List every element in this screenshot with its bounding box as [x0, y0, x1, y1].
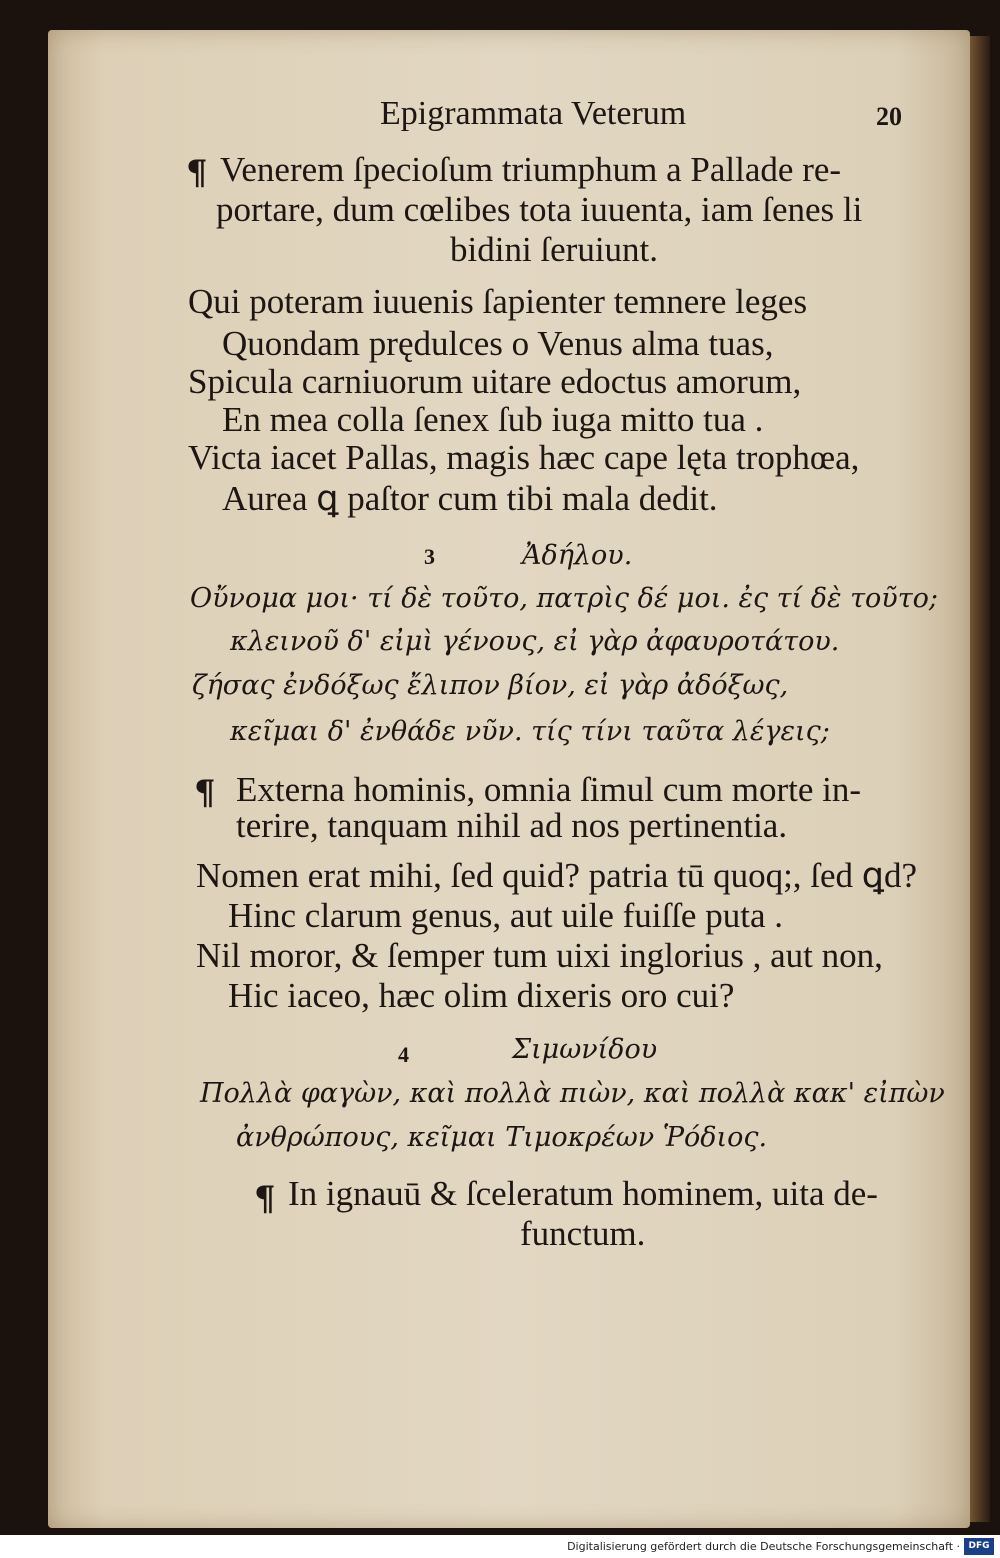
epigram-number: 4 — [398, 1042, 409, 1067]
folio-number: 20 — [876, 102, 902, 131]
greek-line: κεῖμαι δ' ἐνθάδε νῦν. τίς τίνι ταῦτα λέγεις; — [230, 716, 830, 747]
verse-line: Spicula carniuorum uitare edoctus amorum, — [188, 362, 802, 401]
argument-line: portare, dum cœlibes tota iuuenta, iam ſenes li — [216, 190, 863, 229]
funding-credit: Digitalisierung gefördert durch die Deutsche Forschungsgemeinschaft · — [567, 1540, 960, 1553]
dfg-logo: DFG — [964, 1538, 994, 1555]
argument-line: functum. — [520, 1214, 646, 1253]
greek-title: Ἀδήλου. — [522, 540, 633, 571]
argument-line: In ignauū & ſceleratum hominem, uita de- — [288, 1174, 878, 1213]
digitization-footer — [0, 1535, 1000, 1558]
verse-line: Qui poteram iuuenis ſapienter temnere leges — [188, 282, 808, 321]
greek-line: Οὔνομα μοι· τί δὲ τοῦτο, πατρὶς δέ μοι. ἐς τί δὲ τοῦτο; — [190, 583, 939, 614]
argument-line: Externa hominis, omnia ſimul cum morte in- — [236, 770, 862, 809]
verse-line: Aurea ꝗ paſtor cum tibi mala dedit. — [222, 479, 718, 518]
argument-line: Venerem ſpecioſum triumphum a Pallade re- — [220, 150, 842, 189]
argument-line: bidini ſeruiunt. — [450, 230, 659, 269]
greek-line: ζήσας ἐνδόξως ἔλιπον βίον, εἰ γὰρ ἀδόξως, — [192, 670, 789, 701]
pilcrow-mark: ¶ — [186, 153, 208, 193]
verse-line: Hic iaceo, hæc olim dixeris oro cui? — [228, 976, 735, 1015]
greek-line: ἀνθρώπους, κεῖμαι Τιμοκρέων Ῥόδιος. — [236, 1122, 768, 1153]
verse-line: Victa iacet Pallas, magis hæc cape lęta trophœa, — [188, 438, 860, 477]
page-fore-edge — [968, 36, 990, 1522]
verse-line: Nil moror, & ſemper tum uixi inglorius , aut non, — [196, 936, 883, 975]
verse-line: Nomen erat mihi, ſed quid? patria tū quoq;, ſed ꝗd? — [196, 856, 918, 895]
pilcrow-mark: ¶ — [254, 1179, 276, 1219]
pilcrow-mark: ¶ — [194, 773, 216, 813]
greek-title: Σιμωνίδου — [512, 1034, 658, 1065]
verse-line: En mea colla ſenex ſub iuga mitto tua . — [222, 400, 764, 439]
verse-line: Quondam prędulces o Venus alma tuas, — [222, 324, 774, 363]
greek-line: Πολλὰ φαγὼν, καὶ πολλὰ πιὼν, καὶ πολλὰ κακ' εἰπὼν — [200, 1078, 945, 1109]
running-title: Epigrammata Veterum — [380, 95, 687, 132]
verse-line: Hinc clarum genus, aut uile fuiſſe puta . — [228, 896, 783, 935]
epigram-number: 3 — [424, 544, 435, 569]
greek-line: κλεινοῦ δ' εἰμὶ γένους, εἰ γὰρ ἀφαυροτάτου. — [230, 626, 840, 657]
argument-line: terire, tanquam nihil ad nos pertinentia. — [236, 806, 788, 845]
